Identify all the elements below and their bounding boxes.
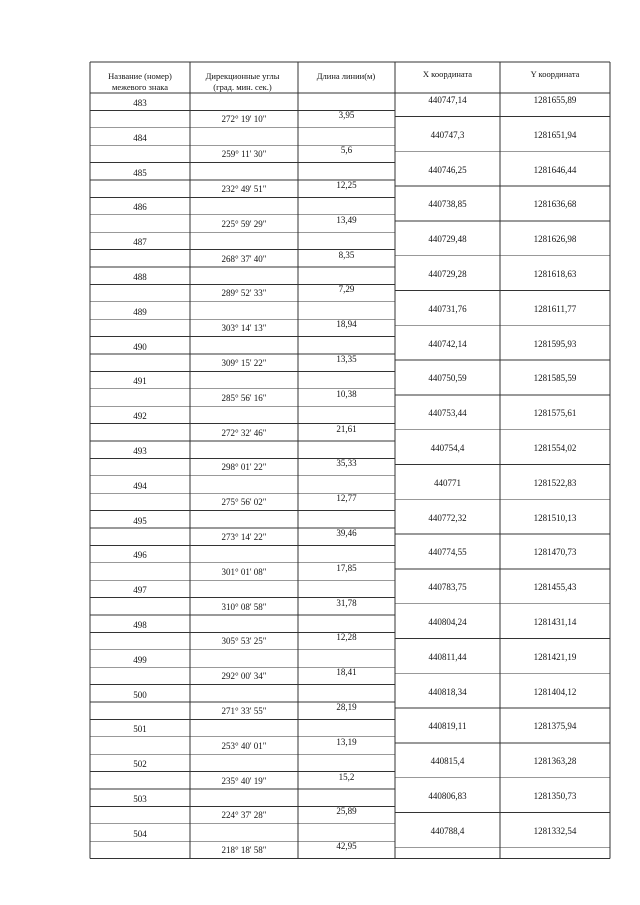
segment-length: 17,85: [336, 562, 357, 573]
point-name: 487: [133, 237, 147, 248]
point-x-coordinate: 440738,85: [428, 199, 467, 210]
segment-direction-angle: 253° 40' 01": [221, 740, 267, 751]
point-name: 492: [133, 411, 147, 422]
segment-length: 31,78: [336, 597, 357, 608]
point-x-coordinate: 440788,4: [430, 825, 465, 836]
point-name: 489: [133, 306, 147, 317]
point-y-coordinate: 1281655,89: [533, 95, 577, 105]
segment-direction-angle: 232° 49' 51": [221, 184, 267, 194]
point-name: 496: [133, 550, 147, 561]
point-x-coordinate: 440815,4: [430, 756, 465, 767]
header-angle-line2: (град. мин. сек.): [213, 82, 272, 92]
point-name: 484: [133, 132, 147, 143]
segment-length: 8,35: [338, 249, 355, 260]
point-y-coordinate: 1281455,43: [533, 582, 577, 593]
point-y-coordinate: 1281431,14: [533, 617, 577, 627]
segment-direction-angle: 310° 08' 58": [221, 601, 267, 612]
point-x-coordinate: 440742,14: [428, 338, 467, 349]
point-x-coordinate: 440747,14: [428, 95, 467, 105]
point-y-coordinate: 1281618,63: [533, 269, 577, 279]
point-name: 483: [133, 98, 147, 108]
point-x-coordinate: 440806,83: [428, 791, 467, 801]
point-y-coordinate: 1281651,94: [533, 129, 577, 140]
segment-length: 12,77: [336, 493, 357, 504]
segment-direction-angle: 301° 01' 08": [221, 566, 267, 577]
segment-direction-angle: 273° 14' 22": [221, 532, 267, 542]
point-name: 497: [133, 585, 147, 596]
point-y-coordinate: 1281575,61: [533, 408, 577, 419]
point-x-coordinate: 440729,48: [428, 234, 467, 245]
header-x: X координата: [422, 69, 473, 79]
point-y-coordinate: 1281421,19: [533, 651, 577, 662]
header-name-line1: Название (номер): [108, 71, 172, 81]
segment-length: 39,46: [336, 528, 357, 538]
point-x-coordinate: 440753,44: [428, 408, 467, 419]
point-name: 494: [133, 480, 147, 491]
segment-direction-angle: 289° 52' 33": [221, 288, 267, 299]
segment-length: 28,19: [336, 702, 357, 712]
point-y-coordinate: 1281522,83: [533, 477, 577, 488]
segment-direction-angle: 292° 00' 34": [221, 671, 267, 682]
point-x-coordinate: 440747,3: [430, 129, 465, 140]
segment-length: 35,33: [336, 458, 357, 469]
header-name-line2: межевого знака: [112, 82, 168, 92]
point-x-coordinate: 440774,55: [428, 547, 467, 558]
segment-length: 21,61: [336, 423, 357, 434]
segment-length: 13,49: [336, 214, 357, 225]
point-name: 493: [133, 446, 147, 456]
point-name: 488: [133, 272, 147, 282]
segment-length: 10,38: [336, 388, 357, 399]
segment-direction-angle: 305° 53' 25": [221, 636, 267, 647]
point-name: 503: [133, 794, 147, 804]
point-name: 499: [133, 654, 147, 665]
segment-direction-angle: 268° 37' 40": [221, 253, 267, 264]
segment-direction-angle: 285° 56' 16": [221, 392, 267, 403]
segment-direction-angle: 272° 19' 10": [221, 114, 267, 125]
point-y-coordinate: 1281595,93: [533, 338, 577, 349]
segment-direction-angle: 275° 56' 02": [221, 497, 267, 508]
point-x-coordinate: 440818,34: [428, 686, 467, 697]
segment-length: 3,95: [338, 110, 355, 121]
point-name: 498: [133, 620, 147, 630]
segment-direction-angle: 271° 33' 55": [221, 706, 267, 716]
segment-length: 18,94: [336, 319, 357, 330]
point-name: 504: [133, 828, 147, 839]
segment-length: 15,2: [338, 771, 355, 782]
point-x-coordinate: 440754,4: [430, 443, 465, 453]
point-name: 501: [133, 724, 147, 735]
point-y-coordinate: 1281470,73: [533, 547, 577, 558]
segment-length: 13,19: [336, 736, 357, 747]
header-length: Длина линии(м): [316, 71, 376, 81]
segment-direction-angle: 225° 59' 29": [221, 218, 267, 229]
point-y-coordinate: 1281404,12: [533, 686, 577, 697]
point-x-coordinate: 440819,11: [428, 721, 467, 732]
point-y-coordinate: 1281350,73: [533, 791, 577, 801]
segment-length: 12,28: [336, 632, 357, 643]
header-y: Y координата: [530, 69, 580, 79]
point-y-coordinate: 1281332,54: [533, 825, 577, 836]
point-name: 490: [133, 341, 147, 352]
point-name: 502: [133, 759, 147, 770]
point-y-coordinate: 1281646,44: [533, 164, 577, 175]
segment-direction-angle: 309° 15' 22": [221, 358, 267, 368]
point-y-coordinate: 1281510,13: [533, 512, 577, 523]
point-y-coordinate: 1281363,28: [533, 756, 577, 767]
segment-direction-angle: 218° 18' 58": [221, 845, 267, 856]
point-y-coordinate: 1281585,59: [533, 373, 577, 384]
point-y-coordinate: 1281375,94: [533, 721, 577, 732]
point-name: 495: [133, 515, 147, 526]
point-x-coordinate: 440771: [434, 477, 461, 488]
segment-length: 42,95: [336, 841, 357, 852]
point-x-coordinate: 440804,24: [428, 617, 467, 627]
segment-direction-angle: 298° 01' 22": [221, 462, 267, 473]
segment-length: 5,6: [340, 145, 353, 156]
segment-length: 25,89: [336, 806, 357, 817]
segment-direction-angle: 303° 14' 13": [221, 323, 267, 334]
point-x-coordinate: 440772,32: [428, 512, 467, 523]
segment-length: 13,35: [336, 354, 357, 364]
point-x-coordinate: 440783,75: [428, 582, 467, 593]
segment-direction-angle: 272° 32' 46": [221, 427, 267, 438]
segment-direction-angle: 259° 11' 30": [221, 149, 267, 160]
segment-length: 7,29: [338, 284, 355, 295]
header-angle-line1: Дирекционные углы: [205, 71, 280, 81]
point-y-coordinate: 1281554,02: [533, 443, 577, 453]
segment-length: 18,41: [336, 667, 357, 678]
segment-direction-angle: 224° 37' 28": [221, 810, 267, 821]
point-x-coordinate: 440750,59: [428, 373, 467, 384]
point-y-coordinate: 1281626,98: [533, 234, 577, 245]
point-x-coordinate: 440729,28: [428, 269, 467, 279]
point-name: 491: [133, 376, 147, 387]
segment-length: 12,25: [336, 180, 357, 190]
point-name: 500: [133, 689, 147, 700]
point-y-coordinate: 1281636,68: [533, 199, 577, 210]
point-x-coordinate: 440746,25: [428, 164, 467, 175]
point-y-coordinate: 1281611,77: [533, 303, 577, 314]
point-name: 485: [133, 167, 147, 178]
point-name: 486: [133, 202, 147, 213]
point-x-coordinate: 440731,76: [428, 303, 467, 314]
segment-direction-angle: 235° 40' 19": [221, 775, 267, 786]
point-x-coordinate: 440811,44: [428, 651, 467, 662]
